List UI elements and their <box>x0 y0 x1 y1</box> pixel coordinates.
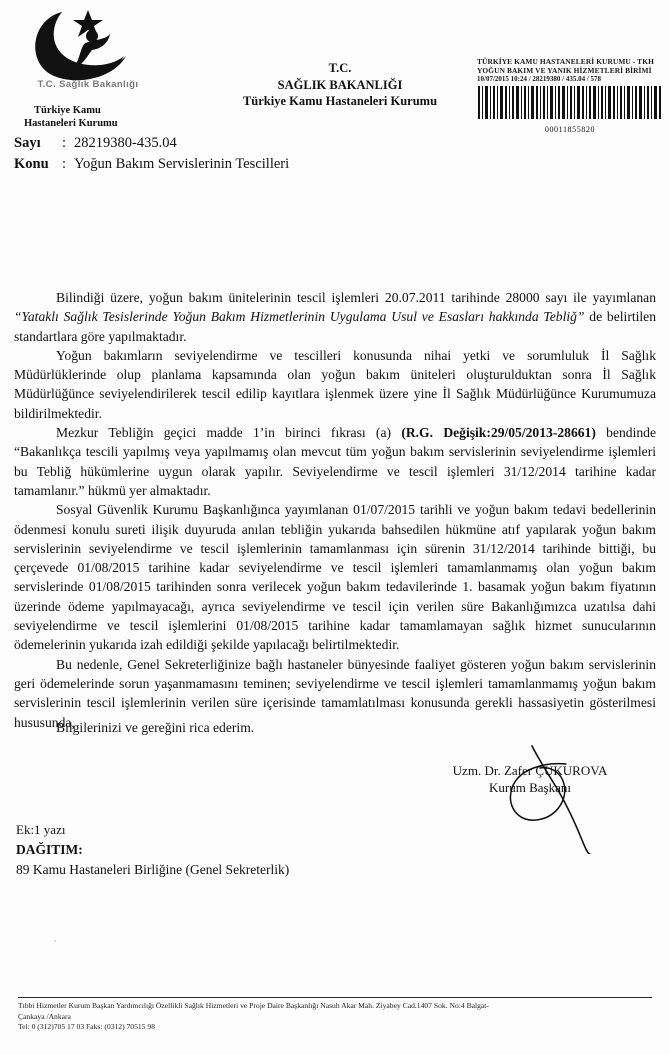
distribution-heading: DAĞITIM: <box>16 842 83 857</box>
organization-name-block <box>18 104 118 130</box>
official-gazette-reference: (R.G. Değişik:29/05/2013-28661) <box>401 425 596 441</box>
document-meta <box>14 133 289 175</box>
stamp-datecode-line: 10/07/2015 10:24 / 28219380 / 435.04 / 578 <box>477 75 602 84</box>
barcode-number: 00011855820 <box>544 124 596 134</box>
distribution-list-item: 89 Kamu Hastaneleri Birliğine (Genel Sekreterlik) <box>16 862 290 877</box>
paragraph-1-part-b: de belirtilen standartlara göre yapılmaktadır. <box>14 309 657 344</box>
konu-colon: : <box>62 156 67 172</box>
konu-label: Konu <box>14 156 49 172</box>
paragraph-2: Yoğun bakımların seviyelendirme ve tescilleri konusunda nihai yetki ve sorumluluk İl Sağlık Müdürlüklerinde olup planlama kapsamında olan yoğun bakım üniteleri oluşturulduktan sonra İl Sağlık Müdürlüğünce seviyelendirilerek tescil edilip kayıtlara işlenmek üzere yine İl Sağlık Müdürlüğünce Kurumumuza bildirilmektedir. <box>14 347 656 421</box>
paragraph-3-part-b: bendinde “Bakanlıkça tescili yapılmış veya yapılmamış olan mevcut tüm yoğun bakım servislerinin seviyelendirme işlemleri bu Tebliğ hükümlerine uygun olarak yapılır. Seviyelendirme ve tescil işlemleri 31/12/2014 tarihine kadar tamamlanır.” hükmü yer almaktadır. <box>14 425 656 498</box>
letterhead-line-3: Türkiye Kamu Hastaneleri Kurumu <box>242 94 438 108</box>
paragraph-4: Sosyal Güvenlik Kurumu Başkanlığınca yayımlanan 01/07/2015 tarihli ve yoğun bakım tedavi bedellerinin ödenmesi konulu sureti ilişik duyuruda anılan tebliğin yukarıda bahsedilen hükmüne atıf yapılarak yoğun bakım servislerinin seviyelendirme ve tescil işlemlerinin tamamlanması için sürenin 31/12/2014 tarihinde bittiği, bu çerçevede 01/08/2015 tarihine kadar seviyelendirme ve tescil işlemleri tamamlanmamış olan yoğun bakım servislerinde 01/08/2015 tarihinden sonra verilecek yoğun bakım tedavilerinde 1. basamak yoğun bakım fiyatının üzerinde ödeme yapılmayacağı, ayrıca seviyelendirme ve tescil için verilen süre Bakanlığımızca uzatılsa dahi seviyelendirme ve tescil işlemlerini 01/08/2015 tarihine kadar tamamlamayan sağlık hizmet sunucularının ödemelerinin yukarıda izah edildiği şekilde yapılacağı belirtilmektedir. <box>14 502 656 653</box>
attachment-note: Ek:1 yazı <box>16 822 66 837</box>
ministry-of-health-logo <box>22 6 152 102</box>
stamp-unit-line: YOĞUN BAKIM VE YANIK HİZMETLERİ BİRİMİ <box>477 66 652 76</box>
logo-caption: T.C. Sağlık Bakanlığı <box>37 79 139 90</box>
footer-line-2: Çankaya /Ankara <box>18 1011 71 1021</box>
crescent-star-figure-icon <box>22 6 152 86</box>
paragraph-3-part-a: Mezkur Tebliğin geçici madde 1’in birinci fıkrası (a) <box>56 425 402 441</box>
letter-body <box>14 288 656 732</box>
scan-speck <box>54 940 56 942</box>
registry-stamp <box>477 57 667 134</box>
sayi-label: Sayı <box>14 135 41 151</box>
handwritten-signature <box>470 744 630 854</box>
letterhead-line-1: T.C. <box>328 61 352 75</box>
sayi-colon: : <box>62 135 67 151</box>
paragraph-5: Bu nedenle, Genel Sekreterliğinize bağlı hastaneler bünyesinde faaliyet gösteren yoğun bakım servislerinin geri ödemelerinde sorun yaşanmamasını teminen; seviyelendirme ve tescil işlemleri tamamlanmamış yoğun bakım servislerinin tescil işlemlerinin verilen süre içerisinde tamamlatılması konusunda gerekli hassasiyetin gösterilmesi hususunda, <box>14 656 656 730</box>
organization-line-1: Türkiye Kamu <box>34 105 101 116</box>
paragraph-3 <box>14 423 656 500</box>
footer-line-1: Tıbbi Hizmetler Kurum Başkan Yardımcılığı Özellikli Sağlık Hizmetleri ve Proje Daire Başkanlığı Nasuh Akar Mah. Ziyabey Cad.1407 Sok. No:4 Balgat- <box>18 1001 489 1010</box>
paragraph-1-italic-title: “Yataklı Sağlık Tesislerinde Yoğun Bakım Hizmetlerinin Uygulama Usul ve Esasları hakkında Tebliğ” <box>14 309 585 325</box>
footer-address <box>18 1001 658 1033</box>
konu-row <box>14 154 289 175</box>
footer-line-3: Tel: 0 (312)705 17 03 Faks: (0312) 70515 98 <box>18 1022 155 1031</box>
barcode-image <box>477 86 663 119</box>
distribution-block <box>16 820 289 880</box>
letterhead-title <box>180 60 500 110</box>
paragraph-1 <box>14 288 656 346</box>
signature-block <box>400 762 660 796</box>
stamp-institution-line: TÜRKİYE KAMU HASTANELERİ KURUMU - TKH <box>477 57 654 66</box>
signatory-title: Kurum Başkanı <box>489 780 571 795</box>
organization-line-2: Hastaneleri Kurumu <box>24 118 118 129</box>
paragraph-1-part-a: Bilindiği üzere, yoğun bakım ünitelerinin tescil işlemleri 20.07.2011 tarihinde 28000 sayı ile yayımlanan <box>56 290 656 305</box>
closing-line: Bilgilerinizi ve gereğini rica ederim. <box>56 720 255 735</box>
letterhead-line-2: SAĞLIK BAKANLIĞI <box>277 77 403 92</box>
sayi-row <box>14 133 289 154</box>
footer-divider <box>18 997 652 998</box>
sayi-value: 28219380-435.04 <box>74 135 177 151</box>
konu-value: Yoğun Bakım Servislerinin Tescilleri <box>74 156 290 172</box>
signatory-name: Uzm. Dr. Zafer ÇUKUROVA <box>452 763 608 778</box>
